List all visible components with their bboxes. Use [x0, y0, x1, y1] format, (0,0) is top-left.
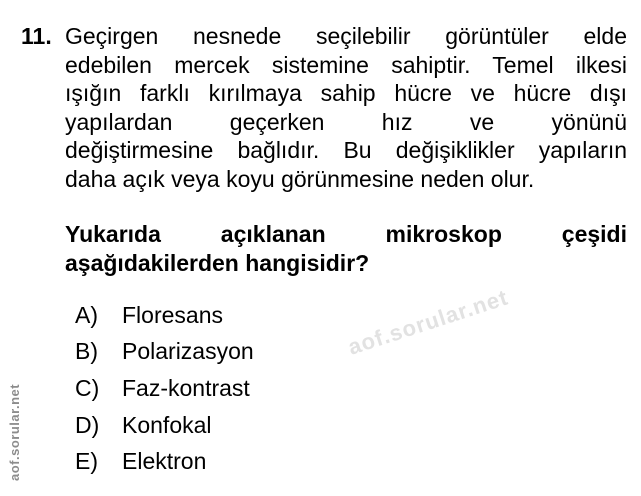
option-letter: E) [75, 448, 98, 475]
question-line: daha açık veya koyu görünmesine neden olur. [65, 165, 535, 192]
option-row-c [75, 370, 495, 407]
question-text [65, 22, 627, 194]
question-line: değiştirmesine bağlıdır. Bu değişiklikler yapıların [65, 137, 627, 164]
option-label: Elektron [122, 448, 207, 475]
watermark-left-vertical: aof.sorular.net [7, 383, 22, 481]
subquestion-text [65, 220, 627, 277]
option-letter: A) [75, 301, 98, 328]
option-label: Polarizasyon [122, 338, 254, 365]
option-letter: C) [75, 374, 100, 401]
option-label: Floresans [122, 301, 223, 328]
option-row-b [75, 334, 495, 371]
option-letter: D) [75, 411, 100, 438]
option-row-d [75, 407, 495, 444]
subquestion-line: Yukarıda açıklanan mikroskop çeşidi [65, 221, 627, 247]
watermark-diagonal: aof.sorular.net [345, 284, 512, 360]
option-label: Faz-kontrast [122, 374, 250, 401]
question-line: ışığın farklı kırılmaya sahip hücre ve hücre dışı [65, 80, 627, 107]
subquestion-line: aşağıdakilerden hangisidir? [65, 249, 370, 276]
option-label: Konfokal [122, 411, 212, 438]
question-line: Geçirgen nesnede seçilebilir görüntüler elde [65, 23, 627, 49]
option-row-e [75, 443, 495, 480]
question-line: yapılardan geçerken hız ve yönünü [65, 108, 627, 135]
question-line: edebilen mercek sistemine sahiptir. Temel ilkesi [65, 51, 627, 78]
option-letter: B) [75, 338, 98, 365]
question-number: 11. [21, 23, 52, 49]
